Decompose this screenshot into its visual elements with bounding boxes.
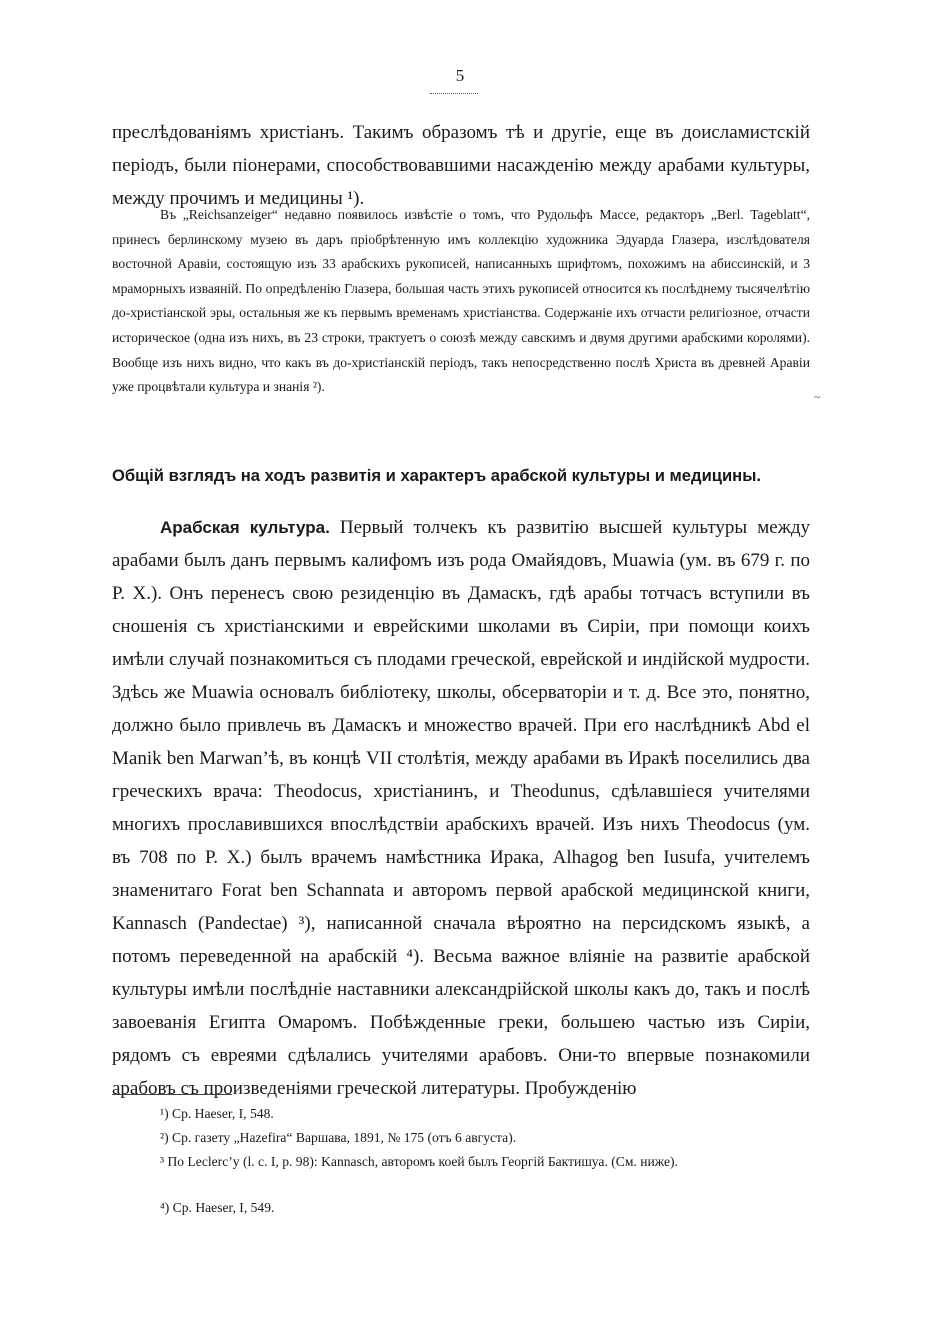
top-paragraph: преслѣдованіямъ христіанъ. Такимъ образомъ тѣ и другіе, еще въ доисламистскій періодъ, были піонерами, способствовавшими насажденію между арабами культуры, между прочимъ и медицины ¹). [112,122,810,209]
main-paragraph [112,511,810,1105]
page-number: 5 [455,66,465,85]
paragraph-body: Первый толчекъ къ развитію высшей культуры между арабами былъ данъ первымъ калифомъ изъ рода Омайядовъ, Muawia (ум. въ 679 г. по Р. Х.). Онъ перенесъ свою резиденцію въ Дамаскъ, гдѣ арабы тотчасъ вступили въ сношенія съ христіанскими и еврейскими школами въ Сиріи, при помощи коихъ имѣли случай познакомиться съ плодами греческой, еврейской и индійской мудрости. Здѣсь же Muawia основалъ библіотеку, школы, обсерваторіи и т. д. Все это, понятно, должно было привлечь въ Дамаскъ и множество врачей. При его наслѣдникѣ Abd el Manik ben Marwan’ѣ, въ концѣ VII столѣтія, между арабами въ Иракѣ поселились два греческихъ врача: Theodocus, христіанинъ, и Theodunus, сдѣлавшіеся учителями многихъ прославившихся впослѣдствіи арабскихъ врачей. Изъ нихъ Theodocus (ум. въ 708 по Р. Х.) былъ врачемъ намѣстника Ирака, Alhagog ben Iusufa, учителемъ знаменитаго Forat ben Schannata и авторомъ первой арабской медицинской книги, Kannasch (Pandectae) ³), написанной сначала вѣроятно на персидскомъ языкѣ, а потомъ переведенной на арабскій ⁴). Весьма важное вліяніе на развитіе арабской культуры имѣли послѣдніе наставники александрійской школы какъ до, такъ и послѣ завоеванія Египта Омаромъ. Побѣжденные греки, большею частью изъ Сиріи, рядомъ съ евреями сдѣлались учителями арабовъ. Они-то впервые познакомили арабовъ съ произведеніями греческой литературы. Пробужденію [112,517,810,1099]
small-print-paragraph: Въ „Reichsanzeiger“ недавно появилось извѣстіе о томъ, что Рудольфъ Массе, редакторъ „Berl. Tageblatt“, принесъ берлинскому музею въ даръ пріобрѣтенную имъ коллекцію художника Эдуарда Глазера, изслѣдователя восточной Аравіи, состоящую изъ 33 арабскихъ рукописей, написанныхъ шрифтомъ, похожимъ на абиссинскій, и 3 мраморныхъ изваяній. По опредѣленію Глазера, большая часть этихъ рукописей относится къ послѣднему тысячелѣтію до-христіанской эры, остальныя же къ первымъ временамъ христіанства. Содержаніе ихъ отчасти религіозное, отчасти историческое (одна изъ нихъ, въ 23 строки, трактуетъ о союзѣ между савскимъ и двумя другими арабскими королями). Вообще изъ нихъ видно, что какъ въ до-христіанскій періодъ, такъ непосредственно послѣ Христа въ древней Аравіи уже процвѣтали культура и знанія ²). [112,207,810,395]
section-heading: Общій взглядъ на ходъ развитія и характеръ арабской культуры и медицины. [112,466,761,485]
footnote-2: ²) Ср. газету „Hazefira“ Варшава, 1891, № 175 (отъ 6 августа). [160,1130,517,1145]
paragraph-lead: Арабская культура. [160,518,330,537]
footnote-rule [112,1094,232,1095]
footnote-3: ³ По Leclerc’y (l. c. I, p. 98): Kannasch, авторомъ коей былъ Георгій Бактишуа. (См. ниже). [160,1154,678,1169]
footnote-1: ¹) Ср. Haeser, I, 548. [160,1106,274,1121]
page-number-rule [430,93,478,94]
footnote-4: ⁴) Ср. Haeser, I, 549. [160,1200,275,1215]
margin-mark: ~ [814,390,821,404]
